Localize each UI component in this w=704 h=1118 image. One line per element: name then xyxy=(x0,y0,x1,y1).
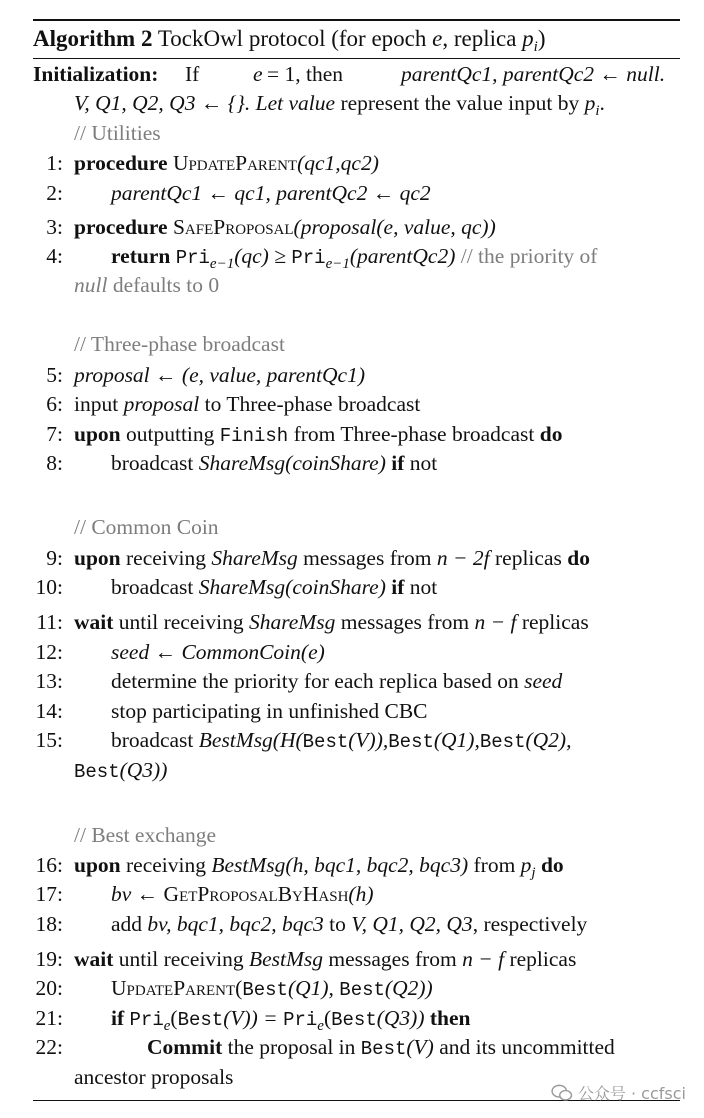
watermark: 公众号 · ccfsci xyxy=(551,1081,686,1104)
wechat-icon xyxy=(551,1084,573,1102)
top-rule xyxy=(33,19,680,21)
algorithm-label: Algorithm 2 xyxy=(33,26,153,51)
caption-rule xyxy=(33,58,680,59)
